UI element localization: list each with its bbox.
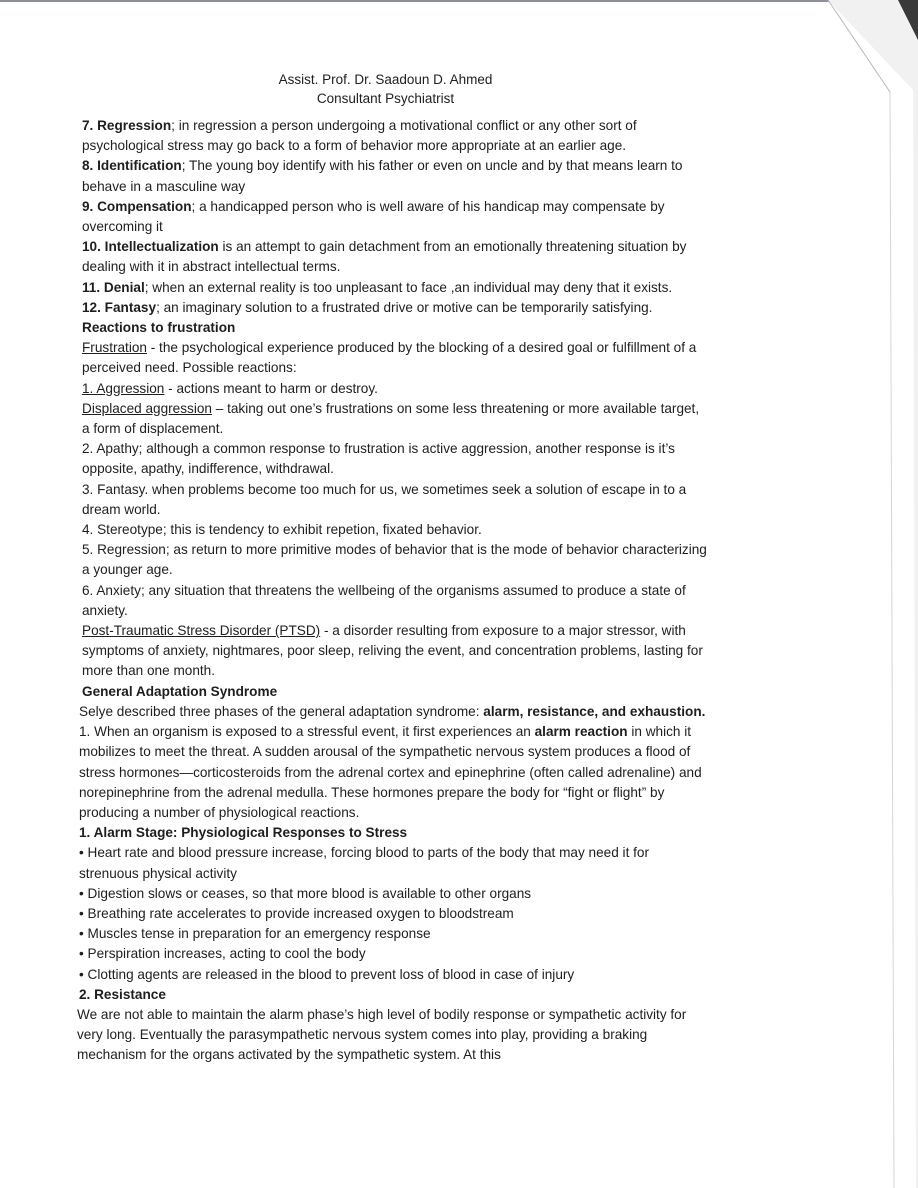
frustration-def-text: - the psychological experience produced by the blocking of a desired goal or fulfillment of a perceived need. Possible reactions: <box>82 340 697 376</box>
defense-item <box>82 116 707 156</box>
resistance-heading: 2. Resistance <box>79 986 166 1002</box>
alarm-stage-heading: 1. Alarm Stage: Physiological Responses to Stress <box>79 825 408 841</box>
folded-corner-shadow <box>818 0 918 1188</box>
author-name: Assist. Prof. Dr. Saadoun D. Ahmed <box>278 72 493 87</box>
defense-item <box>82 237 707 277</box>
gas-intro-text: Selye described three phases of the general adaptation syndrome: <box>79 703 484 719</box>
defense-term: 10. Intellectualization <box>82 239 219 255</box>
page-header <box>64 70 707 108</box>
defense-term: 12. Fantasy <box>82 299 157 315</box>
reaction-item: 3. Fantasy. when problems become too much for us, we sometimes seek a solution of escape in to a dream world. <box>82 481 687 517</box>
defense-text: ; an imaginary solution to a frustrated drive or motive can be temporarily satisfying. <box>156 299 653 315</box>
alarm-paragraph-start: 1. When an organism is exposed to a stressful event, it first experiences an <box>79 724 535 740</box>
defense-term: 7. Regression <box>82 118 172 133</box>
bullet-item: • Breathing rate accelerates to provide increased oxygen to bloodstream <box>79 904 707 924</box>
defense-term: 9. Compensation <box>82 198 192 214</box>
defense-text: ; The young boy identify with his father or even on uncle and by that means learn to behave in a masculine way <box>82 158 683 194</box>
reaction-item: 6. Anxiety; any situation that threatens the wellbeing of the organisms assumed to produce a state of anxiety. <box>82 582 686 618</box>
bullet-item: • Muscles tense in preparation for an emergency response <box>79 924 707 944</box>
defense-term: 11. Denial <box>82 279 145 295</box>
displaced-aggression-item <box>82 399 707 439</box>
bullet-item: • Heart rate and blood pressure increase, forcing blood to parts of the body that may need it for strenuous physical activity <box>79 843 707 883</box>
reaction-item: 4. Stereotype; this is tendency to exhibit repetion, fixated behavior. <box>82 522 482 538</box>
frustration-term: Frustration <box>82 340 147 356</box>
aggression-item <box>82 379 707 399</box>
bullet-item: • Clotting agents are released in the blood to prevent loss of blood in case of injury <box>79 965 707 985</box>
displaced-aggression-term: Displaced aggression <box>82 400 212 416</box>
alarm-reaction-paragraph <box>79 722 707 823</box>
bullet-item: • Perspiration increases, acting to cool the body <box>79 944 707 964</box>
defense-text: ; when an external reality is too unpleasant to face ,an individual may deny that it exists. <box>144 279 673 295</box>
defense-item <box>82 278 707 298</box>
resistance-paragraph: We are not able to maintain the alarm phase’s high level of bodily response or sympathetic activity for very long. Eventually the parasympathetic nervous system comes into play, providing a braking mechanism for the organs activated by the sympathetic system. At this <box>77 1006 687 1063</box>
bullet-item: • Digestion slows or ceases, so that more blood is available to other organs <box>79 884 707 904</box>
document-page <box>77 70 707 1066</box>
author-role: Consultant Psychiatrist <box>316 91 455 106</box>
ptsd-text: - a disorder resulting from exposure to a major stressor, with symptoms of anxiety, nightmares, poor sleep, reliving the event, and concentration problems, lasting for more than one month. <box>82 623 703 679</box>
ptsd-term: Post-Traumatic Stress Disorder (PTSD) <box>82 623 321 639</box>
gas-phases: alarm, resistance, and exhaustion. <box>483 703 706 719</box>
section-heading-frustration: Reactions to frustration <box>82 320 236 336</box>
scan-top-edge <box>0 0 918 2</box>
gas-intro <box>79 702 707 722</box>
defense-text: ; in regression a person undergoing a motivational conflict or any other sort of psychological stress may go back to a form of behavior more appropriate at an earlier age. <box>82 118 637 154</box>
section-heading-gas: General Adaptation Syndrome <box>82 683 278 699</box>
defense-text: is an attempt to gain detachment from an emotionally threatening situation by dealing with it in abstract intellectual terms. <box>82 239 687 275</box>
defense-term: 8. Identification <box>82 158 182 174</box>
defense-text: ; a handicapped person who is well aware of his handicap may compensate by overcoming it <box>82 198 665 235</box>
aggression-term: 1. Aggression <box>82 380 165 396</box>
ptsd-item <box>82 621 707 682</box>
reaction-item: 5. Regression; as return to more primitive modes of behavior that is the mode of behavior characterizing a younger age. <box>82 542 707 578</box>
defense-item <box>82 298 707 318</box>
reaction-item: 2. Apathy; although a common response to frustration is active aggression, another response is it’s opposite, apathy, indifference, withdrawal. <box>82 441 675 477</box>
alarm-reaction-term: alarm reaction <box>534 724 628 740</box>
alarm-paragraph-rest: in which it mobilizes to meet the threat. A sudden arousal of the sympathetic nervous system produces a flood of stress hormones—corticosteroids from the adrenal cortex and epinephrine (often called adrenaline) and norepinephrine from the adrenal medulla. These hormones prepare the body for “fight or flight” by producing a number of physiological reactions. <box>79 724 702 820</box>
aggression-text: - actions meant to harm or destroy. <box>164 380 378 396</box>
frustration-definition <box>82 338 707 378</box>
displaced-aggression-text: – taking out one’s frustrations on some less threatening or more available target, a form of displacement. <box>82 400 700 437</box>
defense-item <box>82 197 707 237</box>
defense-item <box>82 156 707 196</box>
